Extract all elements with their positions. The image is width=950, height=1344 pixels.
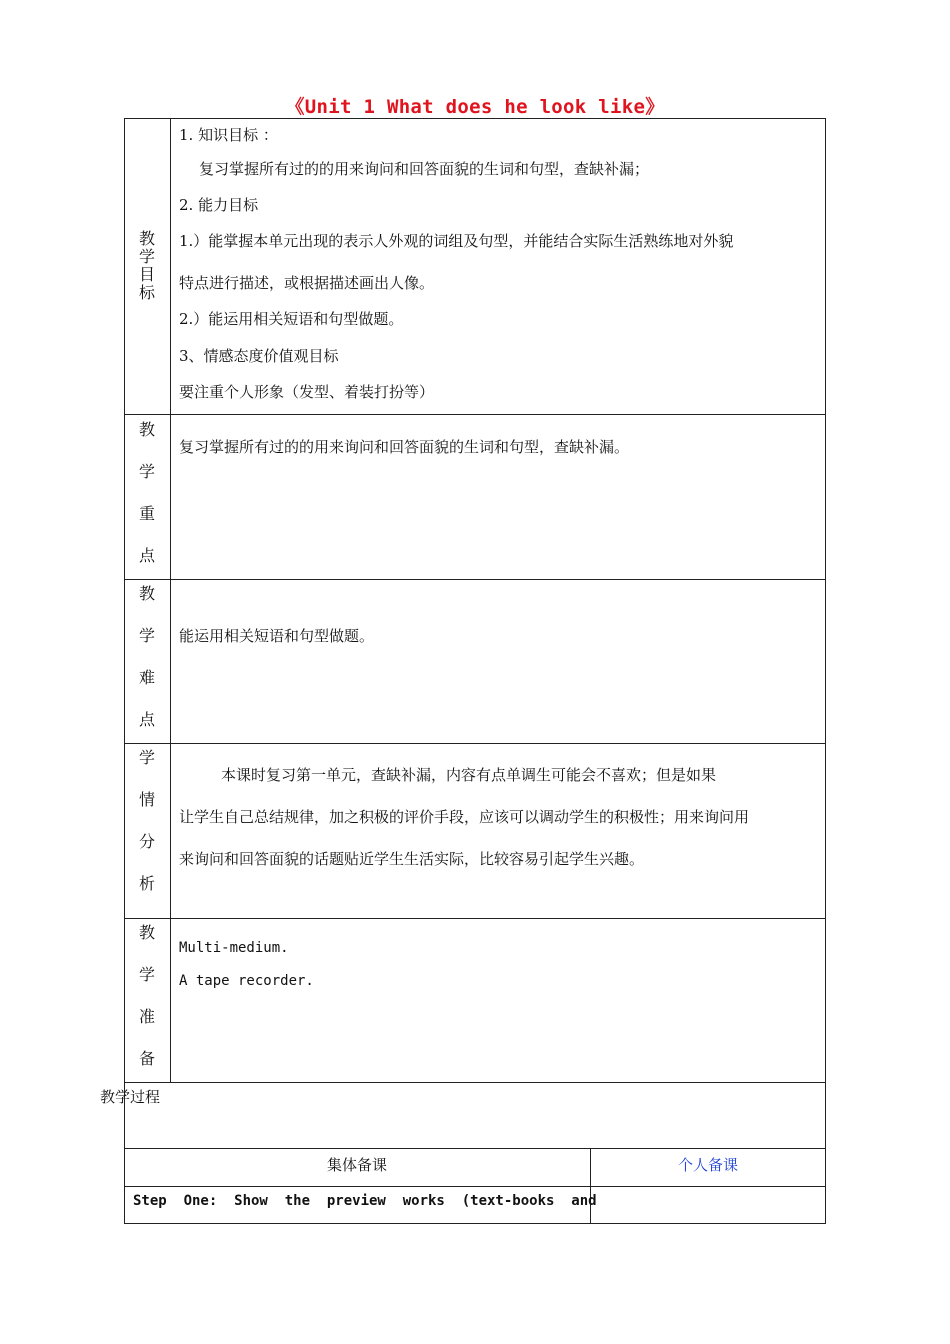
step-one-text: Step One: Show the preview works (text-books and (133, 1193, 597, 1209)
objective-line: 1.）能掌握本单元出现的表示人外观的词组及句型，并能结合实际生活熟练地对外貌 (179, 232, 734, 250)
group-prep-header: 集体备课 (326, 1156, 387, 1174)
table-border-bottom (124, 1223, 826, 1224)
analysis-label-char: 学 (138, 748, 155, 767)
difficulties-label-char: 难 (138, 668, 155, 687)
difficulties-label-char: 学 (138, 626, 155, 645)
analysis-label (124, 748, 170, 916)
analysis-label-char: 析 (138, 874, 155, 893)
analysis-line: 本课时复习第一单元，查缺补漏，内容有点单调生可能会不喜欢；但是如果 (221, 766, 717, 784)
key-points-label-char: 学 (138, 462, 155, 481)
objective-line: 2. 能力目标 (179, 196, 259, 214)
objective-line: 特点进行描述，或根据描述画出人像。 (179, 274, 435, 292)
analysis-line: 来询问和回答面貌的话题贴近学生生活实际，比较容易引起学生兴趣。 (179, 850, 645, 868)
objective-line: 复习掌握所有过的的用来询问和回答面貌的生词和句型，查缺补漏； (199, 160, 650, 178)
row-divider (124, 1082, 826, 1083)
objectives-content (179, 118, 819, 414)
key-points-label-char: 重 (138, 504, 155, 523)
objective-line: 1. 知识目标 ： (179, 126, 278, 144)
row-divider (124, 1148, 826, 1149)
document-title: 《Unit 1 What does he look like》 (285, 96, 665, 118)
preparation-line: A tape recorder. (179, 973, 314, 989)
analysis-line: 让学生自己总结规律，加之积极的评价手段，应该可以调动学生的积极性；用来询问用 (179, 808, 750, 826)
objectives-label (124, 230, 170, 303)
objective-line: 3、情感态度价值观目标 (179, 347, 339, 365)
preparation-label-char: 学 (138, 965, 155, 984)
objectives-label-text: 教学目标 (138, 229, 155, 302)
row-divider (124, 743, 826, 744)
table-border-right (825, 118, 826, 1224)
difficulties-label-char: 点 (138, 710, 155, 729)
lesson-plan-table (100, 118, 826, 1224)
key-points-label-char: 教 (138, 420, 155, 439)
difficulties-label (124, 584, 170, 752)
preparation-label-char: 备 (138, 1049, 155, 1068)
preparation-label-char: 准 (138, 1007, 155, 1026)
process-label: 教学过程 (100, 1088, 161, 1106)
personal-prep-header: 个人备课 (677, 1156, 738, 1174)
difficulties-text: 能运用相关短语和句型做题。 (179, 627, 375, 645)
key-points-text: 复习掌握所有过的的用来询问和回答面貌的生词和句型，查缺补漏。 (179, 438, 630, 456)
objective-line: 2.）能运用相关短语和句型做题。 (179, 310, 404, 328)
label-column-divider (170, 118, 171, 1082)
row-divider (124, 414, 826, 415)
preparation-label-char: 教 (138, 923, 155, 942)
row-divider (124, 918, 826, 919)
key-points-label (124, 420, 170, 588)
objective-line: 要注重个人形象（发型、着装打扮等） (179, 383, 435, 401)
key-points-label-char: 点 (138, 546, 155, 565)
analysis-label-char: 分 (138, 832, 155, 851)
row-divider (124, 579, 826, 580)
row-divider (124, 1186, 826, 1187)
preparation-label (124, 923, 170, 1091)
difficulties-label-char: 教 (138, 584, 155, 603)
analysis-label-char: 情 (138, 790, 155, 809)
preparation-line: Multi-medium. (179, 940, 289, 956)
